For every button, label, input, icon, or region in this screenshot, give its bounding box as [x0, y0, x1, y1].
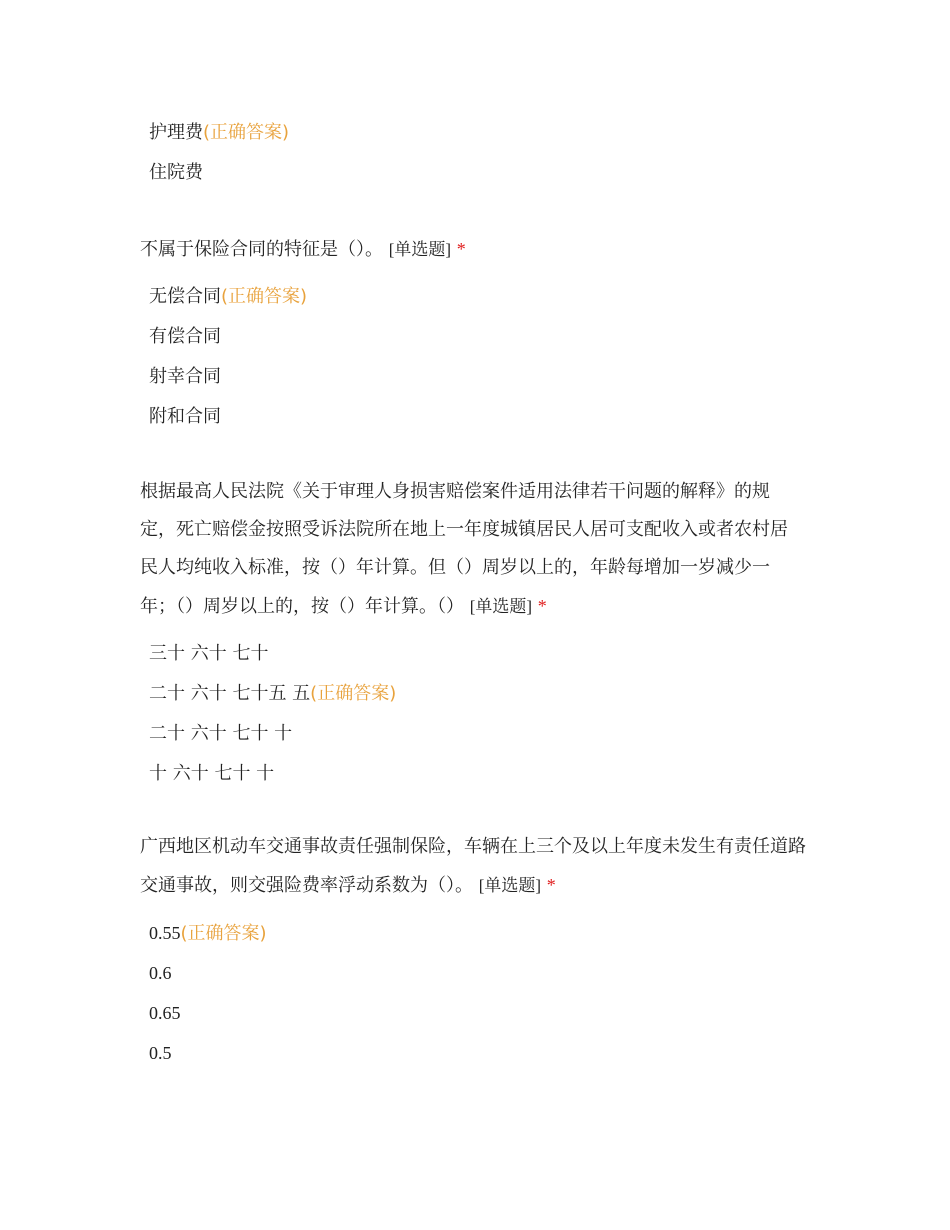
option-text: 无偿合同: [149, 286, 221, 307]
option-item: [140, 953, 820, 993]
option-text: 射幸合同: [149, 366, 221, 387]
option-text: 附和合同: [149, 406, 221, 427]
question-block: [140, 828, 820, 1073]
option-text: 护理费: [149, 122, 203, 143]
question-type-label: [单选题]: [469, 597, 533, 616]
option-text: 二十 六十 七十五 五: [149, 683, 311, 704]
option-item: [140, 357, 820, 397]
question-text: [140, 828, 820, 905]
option-text: 十 六十 七十 十: [149, 763, 275, 784]
option-text: 住院费: [149, 162, 203, 183]
required-marker: *: [546, 875, 556, 895]
correct-answer-tag: (正确答案): [310, 683, 397, 704]
question-text: [140, 230, 820, 269]
option-item: [140, 317, 820, 357]
correct-answer-tag: (正确答案): [203, 122, 290, 143]
option-item: [140, 277, 820, 317]
option-text: 二十 六十 七十 十: [149, 723, 293, 744]
option-text: 0.55: [149, 923, 181, 943]
option-item: [140, 113, 820, 153]
option-item: [140, 153, 820, 193]
option-item: [140, 674, 800, 714]
question-type-label: [单选题]: [478, 876, 542, 895]
question-stem: 不属于保险合同的特征是（）。: [140, 239, 383, 260]
required-marker: *: [537, 596, 547, 616]
option-item: [140, 714, 800, 754]
option-text: 0.5: [149, 1043, 172, 1063]
correct-answer-tag: (正确答案): [180, 923, 267, 944]
question-type-label: [单选题]: [388, 240, 452, 259]
question-block: [140, 230, 820, 437]
question-stem: 广西地区机动车交通事故责任强制保险，车辆在上三个及以上年度未发生有责任道路交通事故，则交强险费率浮动系数为（）。: [140, 836, 806, 896]
option-item: [140, 397, 820, 437]
required-marker: *: [456, 239, 466, 259]
correct-answer-tag: (正确答案): [221, 286, 308, 307]
option-item: [140, 1033, 820, 1073]
question-text: [140, 473, 800, 626]
option-text: 三十 六十 七十: [149, 643, 269, 664]
option-text: 0.65: [149, 1003, 181, 1023]
option-item: [140, 754, 800, 794]
question-block: [140, 473, 800, 794]
option-item: [140, 634, 800, 674]
option-item: [140, 913, 820, 953]
option-item: [140, 993, 820, 1033]
option-text: 0.6: [149, 963, 172, 983]
option-text: 有偿合同: [149, 326, 221, 347]
question-stem: 根据最高人民法院《关于审理人身损害赔偿案件适用法律若干问题的解释》的规定，死亡赔偿金按照受诉法院所在地上一年度城镇居民人居可支配收入或者农村居民人均纯收入标准，按（）年计算。但（）周岁以上的，年龄每增加一岁减少一年；（）周岁以上的，按（）年计算。（）: [140, 481, 788, 617]
question-block-previous: [140, 113, 820, 193]
